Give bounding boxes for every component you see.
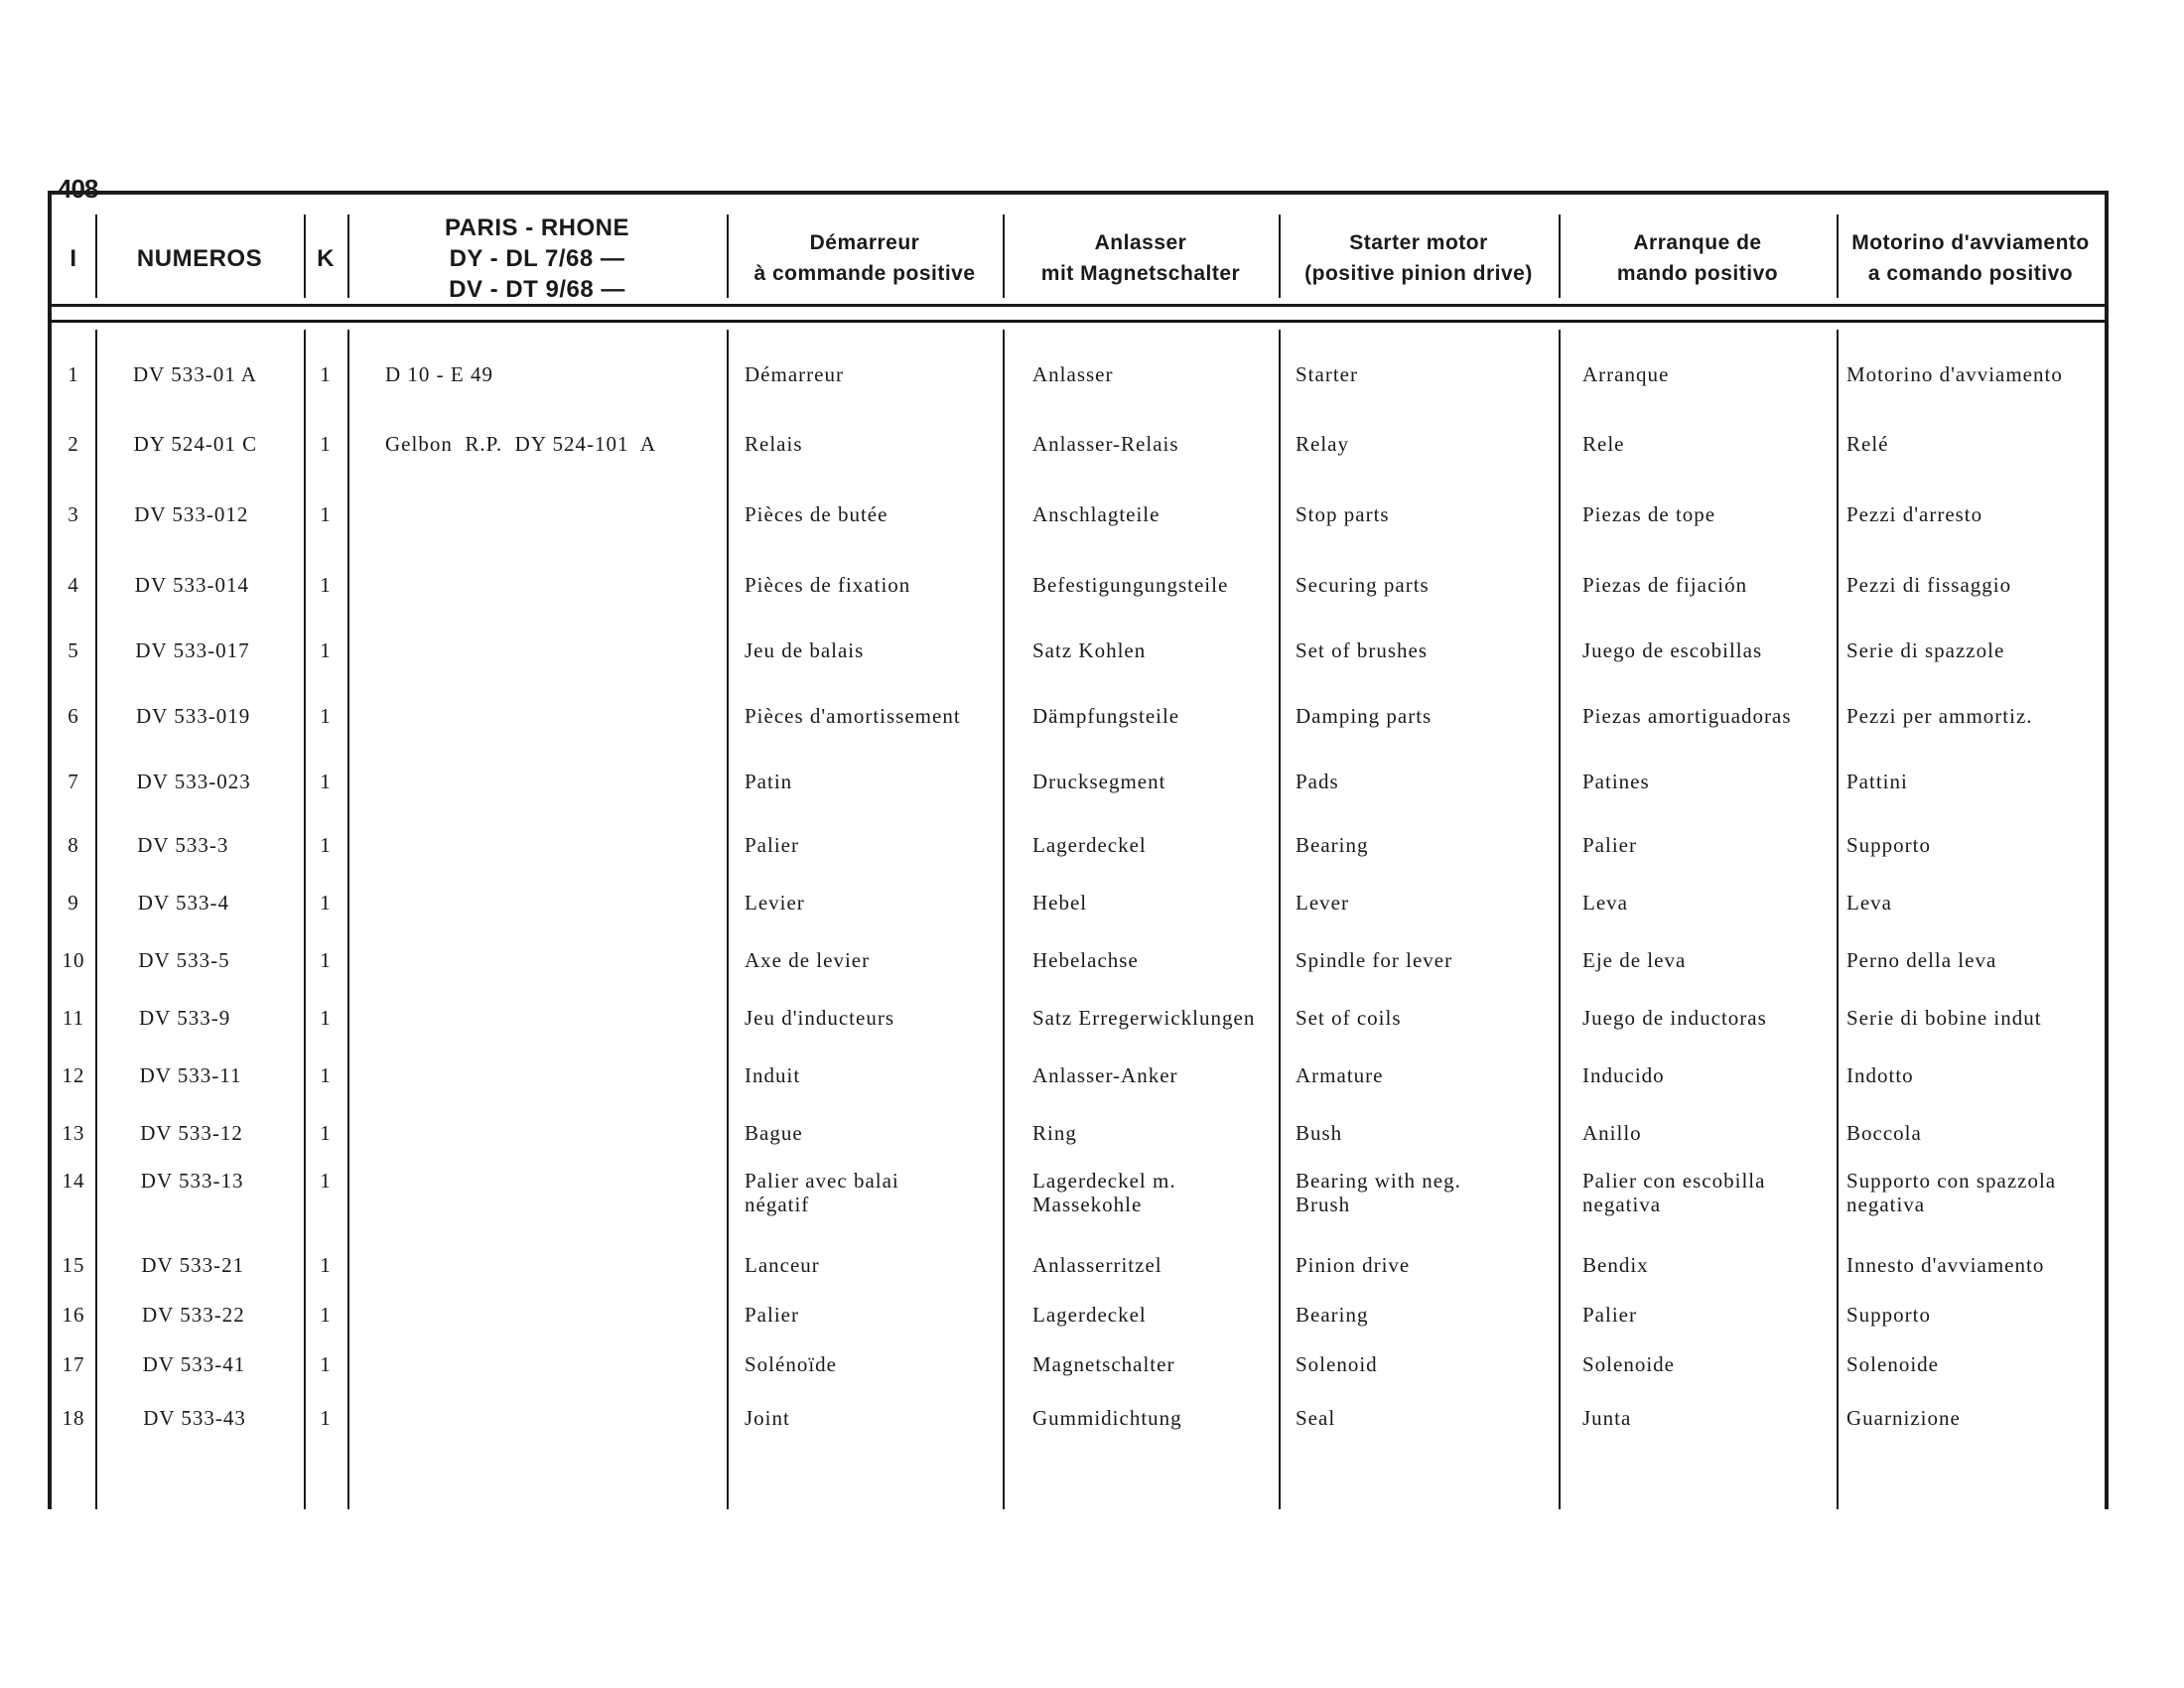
part-number-cell: DV 533-014	[134, 573, 249, 597]
header-line: Anlasser	[1094, 231, 1187, 254]
english-cell: Relay	[1296, 432, 1349, 456]
header-line: a comando positivo	[1867, 262, 2074, 285]
header-line: DY - DL 7/68 —	[449, 244, 625, 272]
header-line: (positive pinion drive)	[1304, 262, 1533, 285]
english-cell: Bearing	[1296, 1303, 1369, 1327]
german-cell: Hebel	[1032, 891, 1088, 914]
spanish-cell: Palier con escobilla negativa	[1582, 1169, 1766, 1216]
german-cell: Magnetschalter	[1032, 1352, 1175, 1376]
quantity-cell: 1	[320, 502, 332, 526]
quantity-cell: 1	[320, 1169, 332, 1193]
spanish-cell: Solenoide	[1582, 1352, 1675, 1376]
note-cell: Gelbon R.P. DY 524-101 A	[385, 432, 656, 456]
english-cell: Seal	[1296, 1406, 1336, 1430]
header-line: à commande positive	[753, 262, 976, 285]
index-cell: 14	[62, 1169, 85, 1193]
english-cell: Armature	[1296, 1063, 1384, 1087]
header-line: Démarreur	[809, 231, 920, 254]
english-cell: Bearing	[1296, 833, 1369, 857]
french-cell: Pièces d'amortissement	[745, 704, 961, 728]
english-cell: Stop parts	[1296, 502, 1390, 526]
german-cell: Anlasserritzel	[1032, 1253, 1162, 1277]
italian-cell: Pezzi di fissaggio	[1846, 573, 2012, 597]
italian-cell: Serie di spazzole	[1846, 638, 2005, 662]
italian-cell: Supporto	[1846, 1303, 1932, 1327]
french-cell: Relais	[745, 432, 803, 456]
english-cell: Bush	[1296, 1121, 1343, 1145]
quantity-cell: 1	[320, 948, 332, 972]
index-cell: 6	[68, 704, 79, 728]
header-divider	[52, 304, 2105, 307]
part-number-cell: DV 533-11	[139, 1063, 242, 1087]
header-line: DV - DT 9/68 —	[449, 275, 625, 303]
part-number-cell: DV 533-5	[138, 948, 230, 972]
spanish-cell: Piezas de fijación	[1582, 573, 1748, 597]
column-divider-body	[727, 330, 729, 1509]
column-divider-body	[1559, 330, 1561, 1509]
french-cell: Jeu d'inducteurs	[745, 1006, 895, 1030]
italian-cell: Leva	[1846, 891, 1892, 914]
german-cell: Ring	[1032, 1121, 1077, 1145]
quantity-cell: 1	[320, 1063, 332, 1087]
french-cell: Pièces de fixation	[745, 573, 911, 597]
part-number-cell: DV 533-023	[136, 770, 251, 793]
spanish-cell: Inducido	[1582, 1063, 1665, 1087]
french-cell: Pièces de butée	[745, 502, 888, 526]
french-cell: Patin	[745, 770, 793, 793]
english-cell: Set of brushes	[1296, 638, 1428, 662]
header-french	[727, 212, 1003, 304]
quantity-cell: 1	[320, 638, 332, 662]
part-number-cell: DV 533-9	[139, 1006, 231, 1030]
italian-cell: Guarnizione	[1846, 1406, 1961, 1430]
index-cell: 4	[68, 573, 79, 597]
quantity-cell: 1	[320, 1406, 332, 1430]
spanish-cell: Palier	[1582, 1303, 1637, 1327]
german-cell: Satz Kohlen	[1032, 638, 1147, 662]
french-cell: Démarreur	[745, 362, 844, 386]
spanish-cell: Patines	[1582, 770, 1650, 793]
english-cell: Lever	[1296, 891, 1349, 914]
header-numeros	[95, 212, 304, 304]
index-cell: 9	[68, 891, 79, 914]
german-cell: Hebelachse	[1032, 948, 1139, 972]
quantity-cell: 1	[320, 1121, 332, 1145]
italian-cell: Pezzi per ammortiz.	[1846, 704, 2033, 728]
header-line: mando positivo	[1616, 262, 1779, 285]
english-cell: Spindle for lever	[1296, 948, 1453, 972]
page-number: 408	[58, 174, 98, 204]
index-cell: 5	[68, 638, 79, 662]
header-line: Motorino d'avviamento	[1851, 231, 2090, 254]
french-cell: Palier	[745, 1303, 799, 1327]
header-line: PARIS - RHONE	[444, 213, 630, 241]
index-cell: 3	[68, 502, 79, 526]
note-cell: D 10 - E 49	[385, 362, 493, 386]
italian-cell: Pezzi d'arresto	[1846, 502, 1983, 526]
quantity-cell: 1	[320, 1006, 332, 1030]
italian-cell: Supporto con spazzola negativa	[1846, 1169, 2057, 1216]
spanish-cell: Bendix	[1582, 1253, 1649, 1277]
french-cell: Axe de levier	[745, 948, 871, 972]
quantity-cell: 1	[320, 770, 332, 793]
index-cell: 13	[62, 1121, 85, 1145]
german-cell: Anlasser	[1032, 362, 1114, 386]
part-number-cell: DV 533-01 A	[133, 362, 257, 386]
spanish-cell: Eje de leva	[1582, 948, 1687, 972]
english-cell: Securing parts	[1296, 573, 1430, 597]
italian-cell: Indotto	[1846, 1063, 1914, 1087]
column-divider-body	[1279, 330, 1281, 1509]
index-cell: 16	[62, 1303, 85, 1327]
column-divider-body	[347, 330, 349, 1509]
header-line: Starter motor	[1349, 231, 1488, 254]
english-cell: Pinion drive	[1296, 1253, 1411, 1277]
french-cell: Bague	[745, 1121, 803, 1145]
french-cell: Palier avec balai négatif	[745, 1169, 899, 1216]
english-cell: Pads	[1296, 770, 1339, 793]
header-english	[1279, 212, 1559, 304]
french-cell: Lanceur	[745, 1253, 820, 1277]
italian-cell: Serie di bobine indut	[1846, 1006, 2042, 1030]
spanish-cell: Anillo	[1582, 1121, 1642, 1145]
german-cell: Lagerdeckel	[1032, 833, 1147, 857]
italian-cell: Boccola	[1846, 1121, 1922, 1145]
column-divider-body	[1837, 330, 1839, 1509]
quantity-cell: 1	[320, 833, 332, 857]
body-divider	[52, 320, 2105, 323]
part-number-cell: DV 533-017	[135, 638, 250, 662]
header-italian	[1837, 212, 2105, 304]
quantity-cell: 1	[320, 704, 332, 728]
header-line: Arranque de	[1633, 231, 1762, 254]
header-line: NUMEROS	[136, 244, 263, 272]
german-cell: Satz Erregerwicklungen	[1032, 1006, 1256, 1030]
english-cell: Damping parts	[1296, 704, 1433, 728]
column-divider-body	[95, 330, 97, 1509]
header-line: K	[317, 244, 335, 272]
german-cell: Anlasser-Relais	[1032, 432, 1179, 456]
part-number-cell: DV 533-22	[142, 1303, 245, 1327]
spanish-cell: Juego de escobillas	[1582, 638, 1763, 662]
header-index	[52, 212, 95, 304]
german-cell: Dämpfungsteile	[1032, 704, 1180, 728]
header-line: mit Magnetschalter	[1040, 262, 1241, 285]
index-cell: 1	[68, 362, 79, 386]
part-number-cell: DV 533-4	[137, 891, 229, 914]
part-number-cell: DV 533-13	[140, 1169, 244, 1193]
column-divider-body	[1003, 330, 1005, 1509]
english-cell: Solenoid	[1296, 1352, 1378, 1376]
part-number-cell: DV 533-43	[143, 1406, 246, 1430]
part-number-cell: DV 533-019	[136, 704, 251, 728]
italian-cell: Solenoide	[1846, 1352, 1939, 1376]
italian-cell: Relé	[1846, 432, 1889, 456]
index-cell: 2	[68, 432, 79, 456]
german-cell: Gummidichtung	[1032, 1406, 1182, 1430]
italian-cell: Perno della leva	[1846, 948, 1997, 972]
german-cell: Befestigungungsteile	[1032, 573, 1229, 597]
index-cell: 17	[62, 1352, 85, 1376]
italian-cell: Pattini	[1846, 770, 1908, 793]
index-cell: 12	[62, 1063, 85, 1087]
index-cell: 7	[68, 770, 79, 793]
italian-cell: Motorino d'avviamento	[1846, 362, 2063, 386]
german-cell: Lagerdeckel	[1032, 1303, 1147, 1327]
english-cell: Set of coils	[1296, 1006, 1402, 1030]
french-cell: Joint	[745, 1406, 790, 1430]
part-number-cell: DV 533-12	[140, 1121, 243, 1145]
french-cell: Palier	[745, 833, 799, 857]
german-cell: Drucksegment	[1032, 770, 1166, 793]
english-cell: Starter	[1296, 362, 1358, 386]
index-cell: 11	[62, 1006, 85, 1030]
german-cell: Anschlagteile	[1032, 502, 1160, 526]
header-german	[1003, 212, 1279, 304]
header-k	[304, 212, 347, 304]
index-cell: 8	[68, 833, 79, 857]
german-cell: Lagerdeckel m. Massekohle	[1032, 1169, 1176, 1216]
quantity-cell: 1	[320, 891, 332, 914]
header-paris_rhone	[347, 212, 727, 304]
spanish-cell: Leva	[1582, 891, 1628, 914]
part-number-cell: DV 533-012	[134, 502, 249, 526]
quantity-cell: 1	[320, 432, 332, 456]
spanish-cell: Juego de inductoras	[1582, 1006, 1767, 1030]
italian-cell: Innesto d'avviamento	[1846, 1253, 2045, 1277]
part-number-cell: DV 533-41	[142, 1352, 246, 1376]
quantity-cell: 1	[320, 362, 332, 386]
spanish-cell: Arranque	[1582, 362, 1670, 386]
spanish-cell: Junta	[1582, 1406, 1632, 1430]
german-cell: Anlasser-Anker	[1032, 1063, 1178, 1087]
quantity-cell: 1	[320, 1352, 332, 1376]
french-cell: Levier	[745, 891, 805, 914]
quantity-cell: 1	[320, 573, 332, 597]
index-cell: 18	[62, 1406, 85, 1430]
spanish-cell: Rele	[1582, 432, 1625, 456]
french-cell: Induit	[745, 1063, 801, 1087]
english-cell: Bearing with neg. Brush	[1296, 1169, 1461, 1216]
spanish-cell: Piezas amortiguadoras	[1582, 704, 1792, 728]
french-cell: Solénoïde	[745, 1352, 837, 1376]
spanish-cell: Palier	[1582, 833, 1637, 857]
header-spanish	[1559, 212, 1837, 304]
part-number-cell: DV 533-3	[137, 833, 229, 857]
part-number-cell: DV 533-21	[141, 1253, 245, 1277]
quantity-cell: 1	[320, 1253, 332, 1277]
quantity-cell: 1	[320, 1303, 332, 1327]
header-line: I	[69, 244, 77, 272]
spanish-cell: Piezas de tope	[1582, 502, 1716, 526]
italian-cell: Supporto	[1846, 833, 1932, 857]
french-cell: Jeu de balais	[745, 638, 865, 662]
part-number-cell: DY 524-01 C	[133, 432, 258, 456]
index-cell: 15	[62, 1253, 85, 1277]
index-cell: 10	[62, 948, 85, 972]
